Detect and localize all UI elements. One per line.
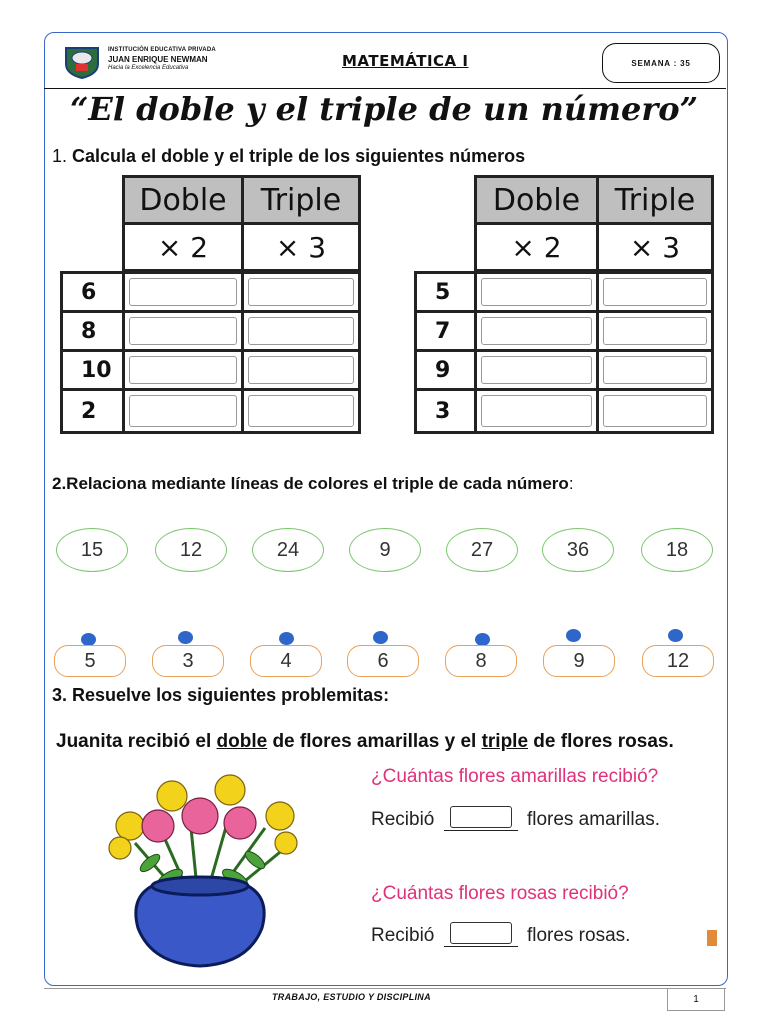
answer-triple[interactable] [596,349,714,391]
flower-vase-image [90,768,310,968]
answer-double[interactable] [122,349,244,391]
answer-pink-box[interactable] [444,922,518,947]
question-2-text: 2.Relaciona mediante líneas de colores el triple de cada número [52,474,569,493]
number-pill[interactable]: 5 [54,645,126,677]
triple-oval[interactable]: 9 [349,528,421,572]
row-number: 2 [60,388,125,434]
question-2 [52,474,574,494]
row-number: 5 [414,271,477,313]
answer-double[interactable] [122,388,244,434]
answer-triple[interactable] [596,310,714,352]
problem-doble: doble [216,731,268,752]
answer-triple[interactable] [596,271,714,313]
connector-dot[interactable] [668,629,683,642]
answer-double[interactable] [122,271,244,313]
triple-oval[interactable]: 24 [252,528,324,572]
problem-triple: triple [481,731,529,752]
number-pill[interactable]: 3 [152,645,224,677]
answer-triple[interactable] [241,271,361,313]
row-number: 9 [414,349,477,391]
subject-title: MATEMÁTICA I [342,52,469,70]
connector-dot[interactable] [373,631,388,644]
orange-marker [707,930,717,946]
answer-triple[interactable] [241,310,361,352]
connector-dot[interactable] [279,632,294,645]
question-yellow-flowers: ¿Cuántas flores amarillas recibió? [371,766,659,787]
triple-oval[interactable]: 18 [641,528,713,572]
header-double: Doble [122,175,244,225]
number-pill[interactable]: 12 [642,645,714,677]
answer-triple[interactable] [241,349,361,391]
connector-dot[interactable] [566,629,581,642]
mult-double: × 2 [122,222,244,272]
answer-label: Recibió [371,925,435,946]
number-pill[interactable]: 4 [250,645,322,677]
answer-double[interactable] [474,349,599,391]
header-divider [44,88,726,89]
problem-statement [56,731,674,753]
school-block [108,46,216,73]
question-1-text: Calcula el doble y el triple de los siguientes números [72,146,526,166]
page-number: 1 [667,988,725,1011]
answer-double[interactable] [474,388,599,434]
question-2-colon: : [568,474,574,493]
connector-dot[interactable] [178,631,193,644]
answer-suffix: flores amarillas. [526,809,660,830]
mult-triple: × 3 [241,222,361,272]
answer-double[interactable] [474,271,599,313]
week-badge: SEMANA : 35 [602,43,720,83]
answer-pink-line [371,922,630,947]
triple-oval[interactable]: 27 [446,528,518,572]
page-title: “El doble y el triple de un número” [70,90,698,128]
number-pill[interactable]: 9 [543,645,615,677]
school-type: INSTITUCIÓN EDUCATIVA PRIVADA [108,47,216,53]
question-pink-flowers: ¿Cuántas flores rosas recibió? [371,883,629,904]
school-logo-icon [62,44,102,80]
footer-motto: TRABAJO, ESTUDIO Y DISCIPLINA [272,992,431,1002]
question-3: 3. Resuelve los siguientes problemitas: [52,685,390,705]
answer-double[interactable] [474,310,599,352]
row-number: 3 [414,388,477,434]
answer-label: Recibió [371,809,435,830]
row-number: 6 [60,271,125,313]
row-number: 8 [60,310,125,352]
question-1-number: 1. [52,146,68,166]
answer-triple[interactable] [241,388,361,434]
answer-double[interactable] [122,310,244,352]
row-number: 7 [414,310,477,352]
problem-part: Juanita recibió el [56,731,217,752]
triple-oval[interactable]: 36 [542,528,614,572]
header-triple: Triple [596,175,714,225]
school-name: JUAN ENRIQUE NEWMAN [108,55,208,64]
triple-oval[interactable]: 12 [155,528,227,572]
answer-yellow-line [371,806,660,831]
answer-yellow-box[interactable] [444,806,518,831]
header-double: Doble [474,175,599,225]
triple-oval[interactable]: 15 [56,528,128,572]
answer-triple[interactable] [596,388,714,434]
header-triple: Triple [241,175,361,225]
answer-suffix: flores rosas. [526,925,631,946]
problem-part: de flores rosas. [528,731,674,752]
number-pill[interactable]: 6 [347,645,419,677]
mult-double: × 2 [474,222,599,272]
number-pill[interactable]: 8 [445,645,517,677]
footer-divider [44,988,726,989]
mult-triple: × 3 [596,222,714,272]
row-number: 10 [60,349,125,391]
question-1 [52,146,525,167]
problem-part: de flores amarillas y el [267,731,482,752]
school-motto: Hacia la Excelencia Educativa [108,65,189,71]
